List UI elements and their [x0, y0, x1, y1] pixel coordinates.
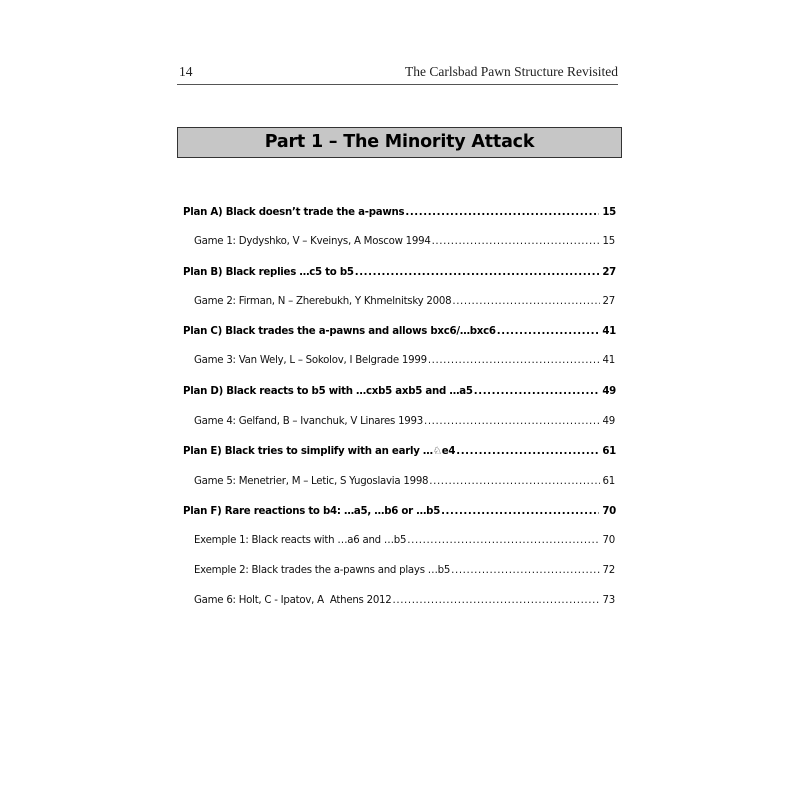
- toc-entry-text: Exemple 2: Black trades the a-pawns and plays …b5: [194, 565, 451, 576]
- toc-page-number: 61: [602, 446, 616, 457]
- dot-leader: [428, 355, 600, 366]
- toc-entry-text: Plan E) Black tries to simplify with an early …♘e4: [183, 446, 456, 457]
- toc-page-number: 41: [602, 355, 615, 366]
- toc-entry-text: Plan A) Black doesn’t trade the a-pawns: [183, 207, 405, 218]
- toc-page-number: 15: [602, 207, 616, 218]
- toc-entry-text: Game 5: Menetrier, M – Letic, S Yugoslavia 1998: [194, 476, 429, 487]
- toc-entry-plan-d: [183, 386, 616, 402]
- toc-page-number: 72: [602, 565, 615, 576]
- toc-entry-text: Game 3: Van Wely, L – Sokolov, I Belgrade 1999: [194, 355, 427, 366]
- dot-leader: [497, 326, 600, 337]
- toc-page-number: 70: [602, 506, 616, 517]
- toc-entry-game-3: [194, 355, 615, 371]
- toc-entry-text: Exemple 1: Black reacts with …a6 and …b5: [194, 535, 407, 546]
- toc-entry-game-4: [194, 416, 615, 432]
- toc-entry-text: Game 1: Dydyshko, V – Kveinys, A Moscow 1994: [194, 236, 431, 247]
- book-title: The Carlsbad Pawn Structure Revisited: [405, 64, 618, 79]
- toc-entry-text: Plan D) Black reacts to b5 with …cxb5 axb5 and …a5: [183, 386, 473, 397]
- toc-entry-plan-b: [183, 267, 616, 283]
- toc-entry-text: Plan C) Black trades the a-pawns and allows bxc6/…bxc6: [183, 326, 496, 337]
- toc-entry-exemple-1: [194, 535, 615, 551]
- toc-entry-plan-e: [183, 446, 616, 462]
- toc-page-number: 49: [602, 416, 615, 427]
- toc-entry-text: Game 6: Holt, C - Ipatov, A Athens 2012: [194, 595, 392, 606]
- toc-page-number: 15: [602, 236, 615, 247]
- toc-page-number: 27: [602, 267, 616, 278]
- toc-page-number: 73: [602, 595, 615, 606]
- toc-entry-plan-c: [183, 326, 616, 342]
- toc-page-number: 49: [602, 386, 616, 397]
- dot-leader: [432, 236, 600, 247]
- toc-entry-game-1: [194, 236, 615, 252]
- dot-leader: [441, 506, 599, 517]
- dot-leader: [451, 565, 599, 576]
- toc-page-number: 41: [602, 326, 616, 337]
- toc-entry-game-5: [194, 476, 615, 492]
- toc-entry-text: Game 4: Gelfand, B – Ivanchuk, V Linares 1993: [194, 416, 423, 427]
- toc-entry-game-2: [194, 296, 615, 312]
- toc-entry-text: Plan B) Black replies …c5 to b5: [183, 267, 354, 278]
- toc-page-number: 61: [602, 476, 615, 487]
- toc-entry-exemple-2: [194, 565, 615, 581]
- toc-entry-text: Game 2: Firman, N – Zherebukh, Y Khmelnitsky 2008: [194, 296, 452, 307]
- dot-leader: [424, 416, 600, 427]
- dot-leader: [429, 476, 599, 487]
- dot-leader: [474, 386, 600, 397]
- toc-entry-text: Plan F) Rare reactions to b4: …a5, …b6 or …b5: [183, 506, 441, 517]
- dot-leader: [452, 296, 599, 307]
- dot-leader: [405, 207, 599, 218]
- toc-entry-game-6: [194, 595, 615, 611]
- dot-leader: [393, 595, 600, 606]
- dot-leader: [355, 267, 600, 278]
- part-title: Part 1 – The Minority Attack: [264, 132, 535, 152]
- toc-entry-plan-a: [183, 207, 616, 223]
- dot-leader: [456, 446, 599, 457]
- dot-leader: [407, 535, 599, 546]
- toc-page-number: 70: [602, 535, 615, 546]
- page-number: 14: [179, 64, 193, 79]
- toc-entry-plan-f: [183, 506, 616, 522]
- toc-page-number: 27: [602, 296, 615, 307]
